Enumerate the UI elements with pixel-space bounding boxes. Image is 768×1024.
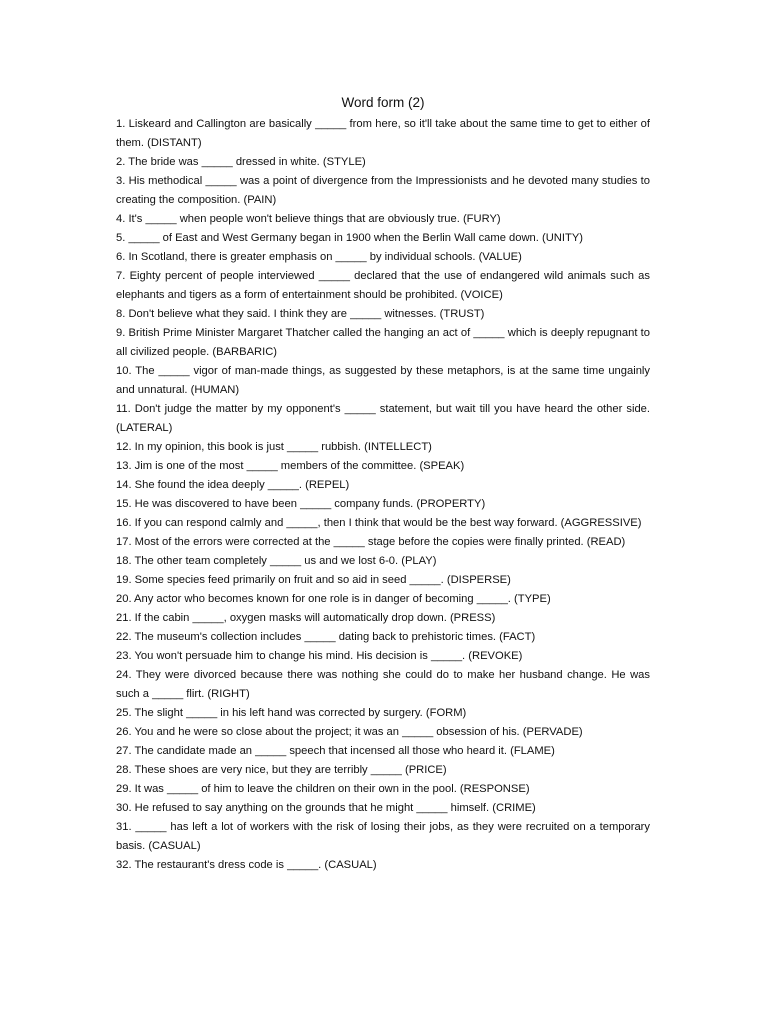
exercise-item-24: 24. They were divorced because there was nothing she could do to make her husband change. He was such a _____ flirt. (RIGHT) [116,669,650,700]
exercise-item-6: 6. In Scotland, there is greater emphasis on _____ by individual schools. (VALUE) [116,251,522,263]
exercise-item-1: 1. Liskeard and Callington are basically _____ from here, so it'll take about the same time to get to either of them. (DISTANT) [116,118,650,149]
exercise-item-16: 16. If you can respond calmly and _____, then I think that would be the best way forward. (AGGRESSIVE) [116,517,642,529]
exercise-item-8: 8. Don't believe what they said. I think they are _____ witnesses. (TRUST) [116,308,485,320]
exercise-item-29: 29. It was _____ of him to leave the children on their own in the pool. (RESPONSE) [116,783,530,795]
exercise-item-32: 32. The restaurant's dress code is _____. (CASUAL) [116,859,377,871]
exercise-item-2: 2. The bride was _____ dressed in white. (STYLE) [116,156,366,168]
worksheet-title: Word form (2) [341,95,425,110]
exercise-item-21: 21. If the cabin _____, oxygen masks will automatically drop down. (PRESS) [116,612,496,624]
exercise-item-19: 19. Some species feed primarily on fruit and so aid in seed _____. (DISPERSE) [116,574,511,586]
exercise-item-25: 25. The slight _____ in his left hand was corrected by surgery. (FORM) [116,707,467,719]
exercise-item-17: 17. Most of the errors were corrected at the _____ stage before the copies were finally printed. (READ) [116,536,626,548]
worksheet-page [116,94,650,875]
exercise-item-23: 23. You won't persuade him to change his mind. His decision is _____. (REVOKE) [116,650,523,662]
exercise-item-15: 15. He was discovered to have been _____ company funds. (PROPERTY) [116,498,486,510]
exercise-item-26: 26. You and he were so close about the project; it was an _____ obsession of his. (PERVADE) [116,726,583,738]
exercise-item-22: 22. The museum's collection includes _____ dating back to prehistoric times. (FACT) [116,631,536,643]
exercise-item-9: 9. British Prime Minister Margaret Thatcher called the hanging an act of _____ which is deeply repugnant to all civilized people. (BARBARIC) [116,327,650,358]
exercise-item-11: 11. Don't judge the matter by my opponent's _____ statement, but wait till you have heard the other side. (LATERAL) [116,403,650,434]
exercise-list [116,115,650,875]
exercise-item-20: 20. Any actor who becomes known for one role is in danger of becoming _____. (TYPE) [116,593,551,605]
exercise-item-4: 4. It's _____ when people won't believe things that are obviously true. (FURY) [116,213,501,225]
exercise-item-7: 7. Eighty percent of people interviewed _____ declared that the use of endangered wild animals such as elephants and tigers as a form of entertainment should be prohibited. (VOICE) [116,270,650,301]
exercise-item-31: 31. _____ has left a lot of workers with the risk of losing their jobs, as they were recruited on a temporary basis. (CASUAL) [116,821,650,852]
exercise-item-27: 27. The candidate made an _____ speech that incensed all those who heard it. (FLAME) [116,745,555,757]
exercise-item-13: 13. Jim is one of the most _____ members of the committee. (SPEAK) [116,460,465,472]
exercise-item-3: 3. His methodical _____ was a point of divergence from the Impressionists and he devoted many studies to creating the composition. (PAIN) [116,175,650,206]
exercise-item-10: 10. The _____ vigor of man-made things, as suggested by these metaphors, is at the same time ungainly and unnatural. (HUMAN) [116,365,650,396]
exercise-item-18: 18. The other team completely _____ us and we lost 6-0. (PLAY) [116,555,437,567]
exercise-item-5: 5. _____ of East and West Germany began in 1900 when the Berlin Wall came down. (UNITY) [116,232,584,244]
exercise-item-14: 14. She found the idea deeply _____. (REPEL) [116,479,350,491]
exercise-item-30: 30. He refused to say anything on the grounds that he might _____ himself. (CRIME) [116,802,536,814]
exercise-item-12: 12. In my opinion, this book is just _____ rubbish. (INTELLECT) [116,441,432,453]
exercise-item-28: 28. These shoes are very nice, but they are terribly _____ (PRICE) [116,764,447,776]
